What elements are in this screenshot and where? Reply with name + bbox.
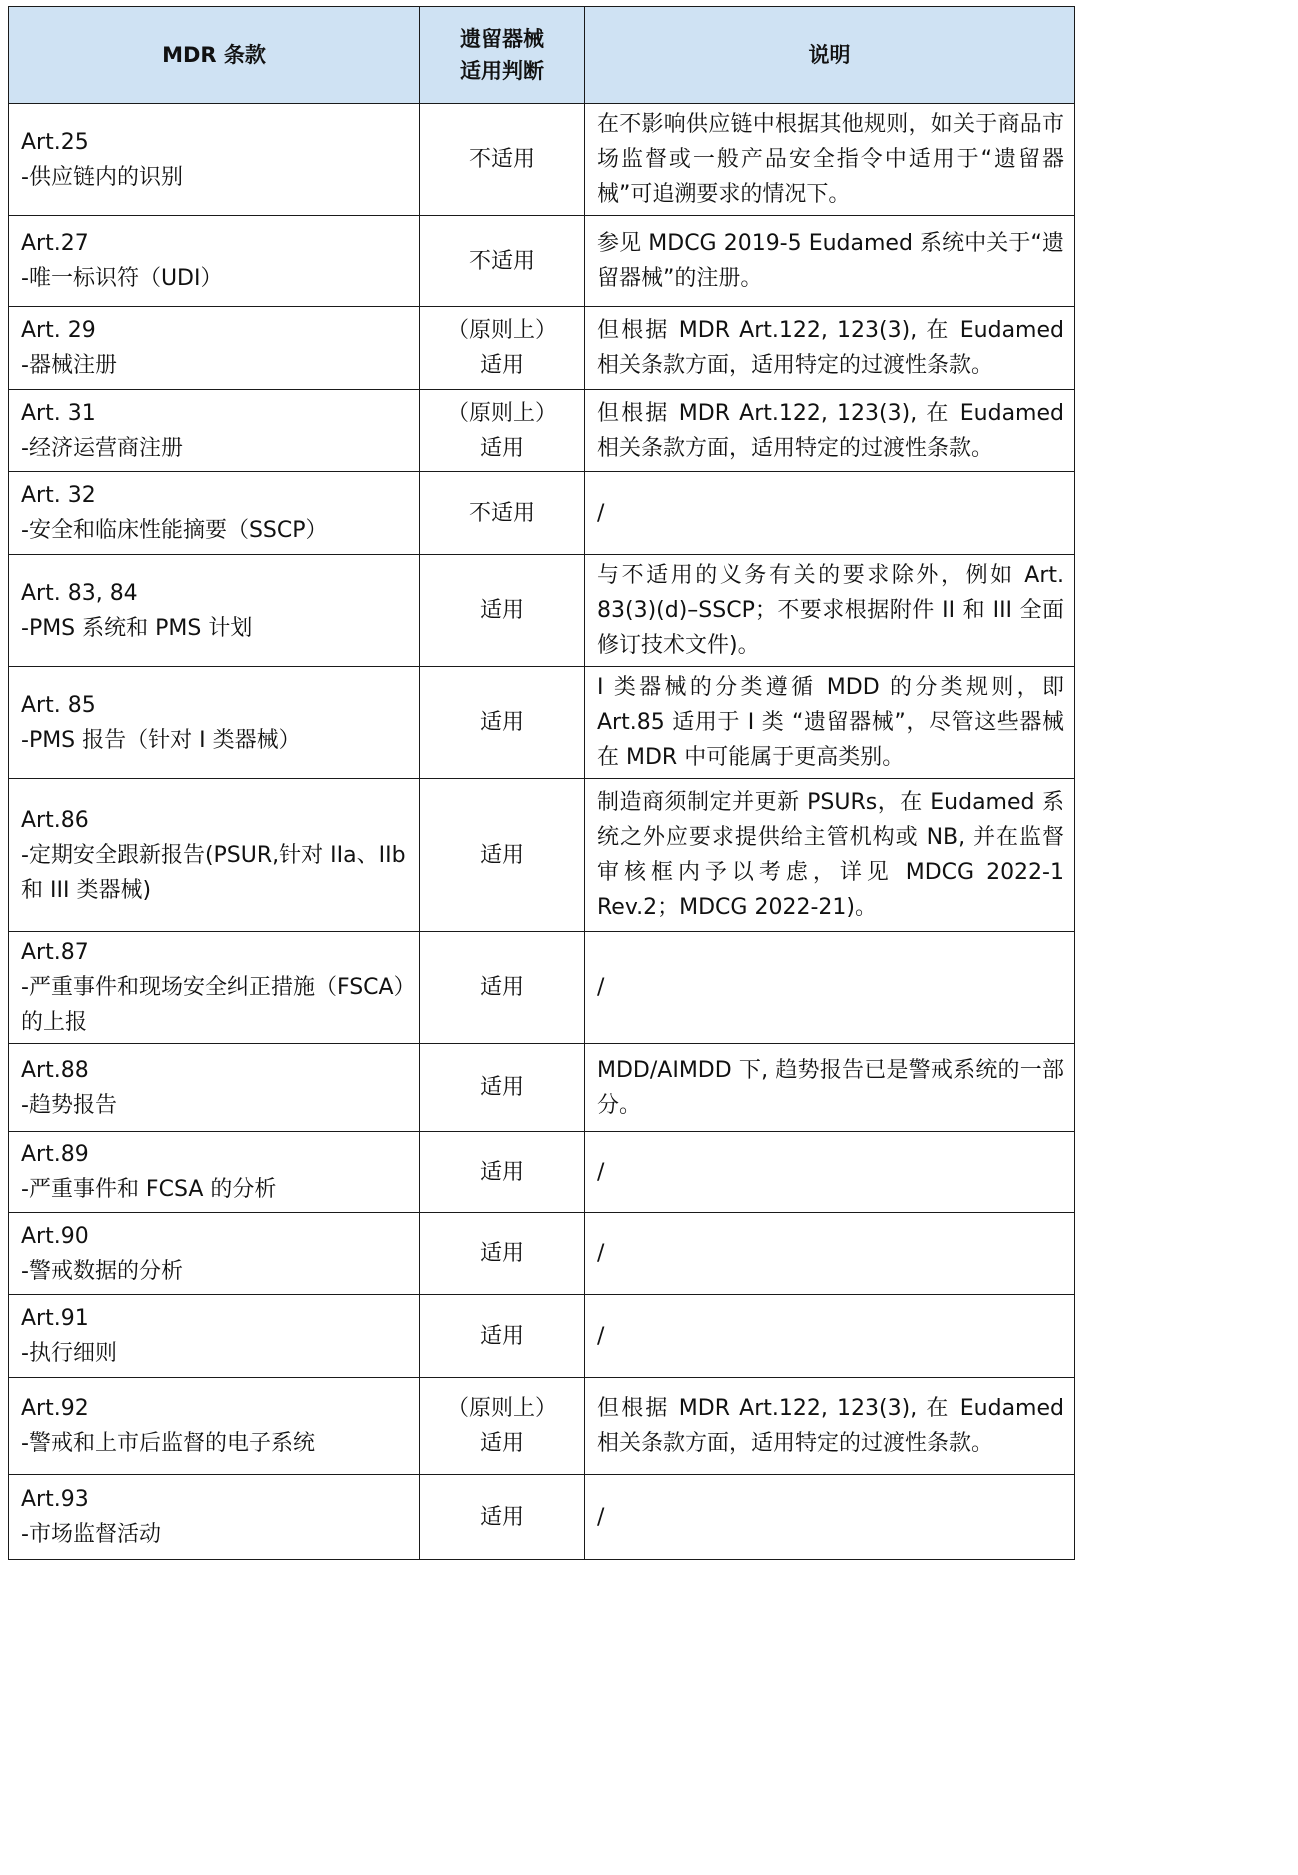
table-body bbox=[9, 104, 1075, 1560]
judgement-cell bbox=[420, 1044, 585, 1132]
judgement-cell bbox=[420, 472, 585, 555]
table-row bbox=[9, 472, 1075, 555]
header-judge-line1: 遗留器械 bbox=[460, 27, 544, 51]
clause-cell bbox=[9, 307, 420, 390]
judgement-text-line2: 适用 bbox=[479, 1431, 524, 1456]
judgement-cell bbox=[420, 932, 585, 1044]
clause-cell bbox=[9, 1378, 420, 1475]
clause-cell bbox=[9, 472, 420, 555]
judgement-cell bbox=[420, 1132, 585, 1213]
judgement-text: 适用 bbox=[479, 1504, 524, 1530]
judgement-cell bbox=[420, 1475, 585, 1560]
clause-cell bbox=[9, 555, 420, 667]
article-number: Art.92 bbox=[21, 1396, 89, 1421]
clause-cell bbox=[9, 779, 420, 932]
note-cell: / bbox=[585, 932, 1075, 1044]
clause-cell bbox=[9, 1132, 420, 1213]
article-number: Art.91 bbox=[21, 1306, 89, 1331]
article-number: Art.87 bbox=[21, 940, 89, 965]
note-cell: / bbox=[585, 472, 1075, 555]
article-title: -执行细则 bbox=[21, 1341, 117, 1366]
header-clause: MDR 条款 bbox=[9, 7, 420, 104]
judgement-text: 适用 bbox=[479, 975, 524, 1000]
clause-cell bbox=[9, 1213, 420, 1295]
clause-cell bbox=[9, 1044, 420, 1132]
clause-cell bbox=[9, 390, 420, 472]
clause-cell bbox=[9, 932, 420, 1044]
table-row bbox=[9, 1213, 1075, 1295]
note-cell: / bbox=[585, 1475, 1075, 1560]
article-number: Art.90 bbox=[21, 1223, 89, 1249]
clause-cell bbox=[9, 104, 420, 216]
judgement-cell bbox=[420, 1378, 585, 1475]
judgement-cell bbox=[420, 667, 585, 779]
note-cell: MDD/AIMDD 下, 趋势报告已是警戒系统的一部分。 bbox=[585, 1044, 1075, 1132]
article-number: Art. 32 bbox=[21, 483, 96, 508]
judgement-text: 不适用 bbox=[468, 500, 535, 526]
header-judge bbox=[420, 7, 585, 104]
article-number: Art. 83, 84 bbox=[21, 580, 138, 606]
judgement-text: 适用 bbox=[479, 1075, 524, 1100]
note-cell: 但根据 MDR Art.122, 123(3), 在 Eudamed 相关条款方面，适用特定的过渡性条款。 bbox=[585, 307, 1075, 390]
note-cell: / bbox=[585, 1213, 1075, 1295]
judgement-cell bbox=[420, 307, 585, 390]
judgement-text: 适用 bbox=[479, 1323, 524, 1349]
table-row bbox=[9, 555, 1075, 667]
note-cell: 但根据 MDR Art.122, 123(3), 在 Eudamed 相关条款方面，适用特定的过渡性条款。 bbox=[585, 1378, 1075, 1475]
table-row bbox=[9, 390, 1075, 472]
judgement-cell bbox=[420, 1213, 585, 1295]
judgement-text: 适用 bbox=[479, 710, 524, 735]
judgement-text: 适用 bbox=[479, 1159, 524, 1185]
article-number: Art.88 bbox=[21, 1057, 89, 1083]
note-cell: 参见 MDCG 2019-5 Eudamed 系统中关于“遗留器械”的注册。 bbox=[585, 216, 1075, 307]
article-title: -警戒和上市后监督的电子系统 bbox=[21, 1431, 315, 1456]
note-cell: I 类器械的分类遵循 MDD 的分类规则，即 Art.85 适用于 I 类 “遗留器械”，尽管这些器械在 MDR 中可能属于更高类别。 bbox=[585, 667, 1075, 779]
judgement-text: 适用 bbox=[479, 598, 524, 623]
article-number: Art.27 bbox=[21, 231, 89, 256]
judgement-text: 适用 bbox=[479, 842, 524, 868]
article-number: Art. 29 bbox=[21, 318, 96, 343]
table-row bbox=[9, 1132, 1075, 1213]
header-note: 说明 bbox=[585, 7, 1075, 104]
table-row bbox=[9, 1378, 1075, 1475]
judgement-cell bbox=[420, 1295, 585, 1378]
judgement-cell bbox=[420, 104, 585, 216]
article-title: -PMS 报告（针对 I 类器械） bbox=[21, 727, 301, 753]
clause-cell bbox=[9, 1475, 420, 1560]
article-title: -经济运营商注册 bbox=[21, 435, 183, 461]
table-row bbox=[9, 779, 1075, 932]
note-cell: 在不影响供应链中根据其他规则，如关于商品市场监督或一般产品安全指令中适用于“遗留器械”可追溯要求的情况下。 bbox=[585, 104, 1075, 216]
judgement-text: （原则上） bbox=[446, 1396, 557, 1421]
article-number: Art.93 bbox=[21, 1487, 89, 1512]
table-row bbox=[9, 1044, 1075, 1132]
judgement-text: （原则上） bbox=[446, 400, 557, 426]
table-row bbox=[9, 1295, 1075, 1378]
table-header-row bbox=[9, 7, 1075, 104]
judgement-text-line2: 适用 bbox=[479, 353, 524, 378]
article-title: -器械注册 bbox=[21, 353, 117, 378]
article-number: Art.86 bbox=[21, 807, 89, 833]
clause-cell bbox=[9, 1295, 420, 1378]
judgement-text: 适用 bbox=[479, 1241, 524, 1266]
article-title: -唯一标识符（UDI） bbox=[21, 266, 223, 291]
judgement-cell bbox=[420, 390, 585, 472]
clause-cell bbox=[9, 667, 420, 779]
judgement-cell bbox=[420, 216, 585, 307]
judgement-text-line2: 适用 bbox=[479, 435, 524, 461]
article-title: -严重事件和 FCSA 的分析 bbox=[21, 1177, 277, 1202]
article-title: -警戒数据的分析 bbox=[21, 1258, 183, 1284]
article-title: -严重事件和现场安全纠正措施（FSCA）的上报 bbox=[21, 975, 405, 1035]
judgement-text: 不适用 bbox=[468, 248, 535, 274]
note-cell: 制造商须制定并更新 PSURs，在 Eudamed 系统之外应要求提供给主管机构或 NB, 并在监督审核框内予以考虑，详见 MDCG 2022-1 Rev.2；MDCG 2022-21)。 bbox=[585, 779, 1075, 932]
article-title: -市场监督活动 bbox=[21, 1522, 161, 1547]
article-number: Art. 85 bbox=[21, 692, 96, 718]
judgement-text: （原则上） bbox=[446, 318, 557, 343]
article-title: -供应链内的识别 bbox=[21, 164, 183, 190]
article-title: -定期安全跟新报告(PSUR,针对 IIa、IIb 和 III 类器械) bbox=[21, 842, 406, 903]
note-cell: 但根据 MDR Art.122, 123(3), 在 Eudamed 相关条款方面，适用特定的过渡性条款。 bbox=[585, 390, 1075, 472]
clause-cell bbox=[9, 216, 420, 307]
table-row bbox=[9, 216, 1075, 307]
header-judge-line2: 适用判断 bbox=[460, 59, 544, 83]
article-title: -PMS 系统和 PMS 计划 bbox=[21, 615, 253, 641]
table-row bbox=[9, 104, 1075, 216]
note-cell: / bbox=[585, 1132, 1075, 1213]
note-cell: / bbox=[585, 1295, 1075, 1378]
table-row bbox=[9, 932, 1075, 1044]
judgement-cell bbox=[420, 779, 585, 932]
article-number: Art. 31 bbox=[21, 400, 96, 426]
judgement-text: 不适用 bbox=[468, 147, 535, 172]
judgement-cell bbox=[420, 555, 585, 667]
note-cell: 与不适用的义务有关的要求除外，例如 Art. 83(3)(d)–SSCP；不要求根据附件 II 和 III 全面修订技术文件)。 bbox=[585, 555, 1075, 667]
article-title: -安全和临床性能摘要（SSCP） bbox=[21, 518, 328, 543]
table-row bbox=[9, 307, 1075, 390]
article-number: Art.89 bbox=[21, 1142, 89, 1167]
table-row bbox=[9, 667, 1075, 779]
mdr-applicability-table bbox=[8, 6, 1075, 1560]
table-row bbox=[9, 1475, 1075, 1560]
article-number: Art.25 bbox=[21, 129, 89, 155]
article-title: -趋势报告 bbox=[21, 1092, 117, 1118]
